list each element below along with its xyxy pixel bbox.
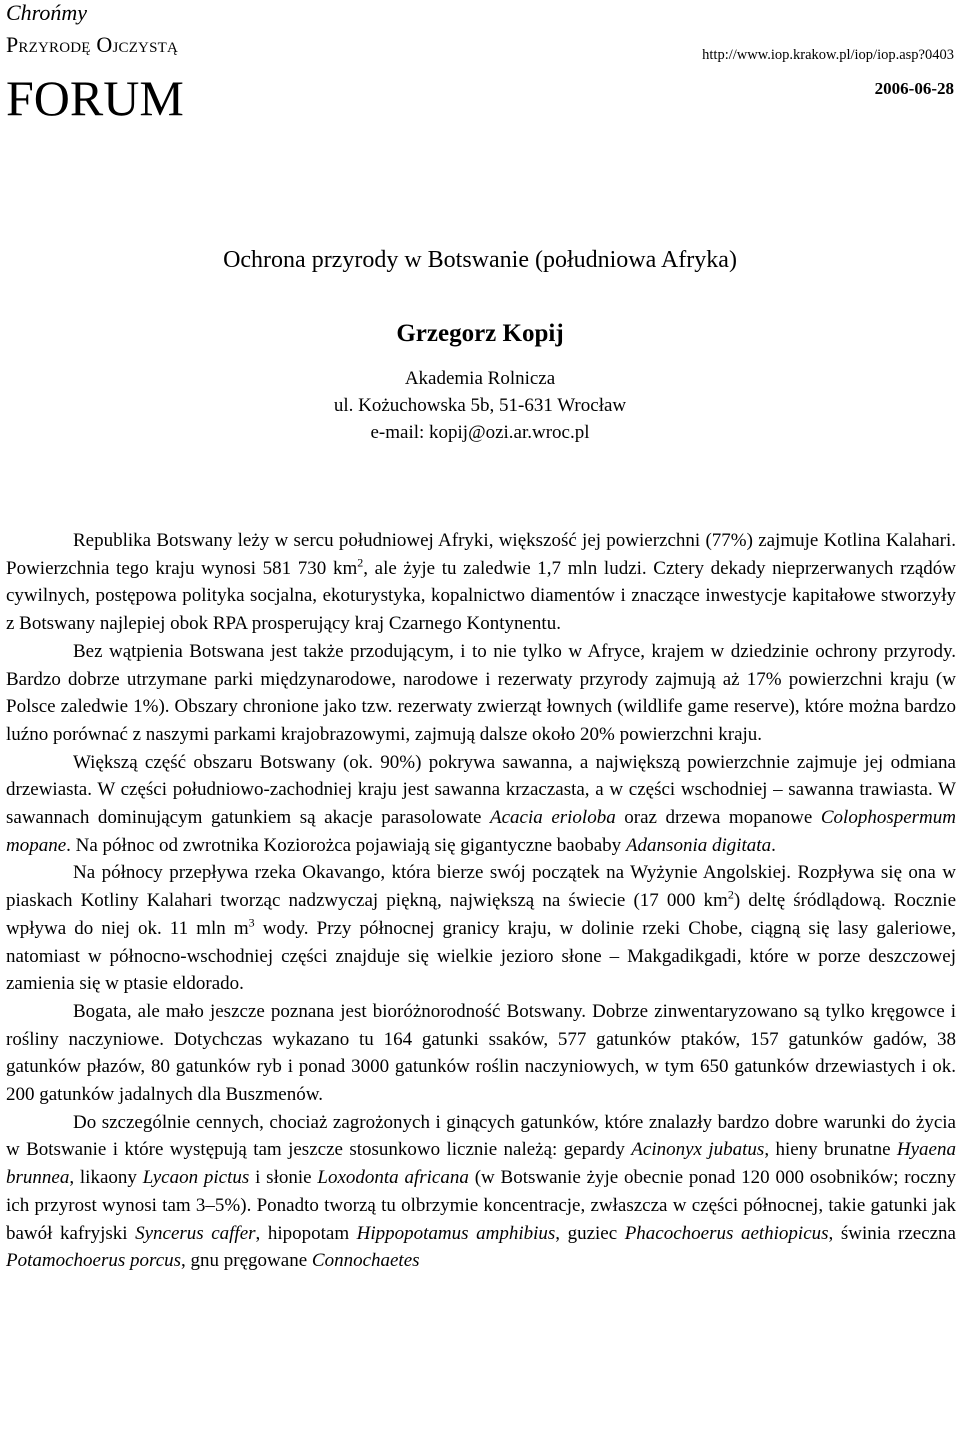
paragraph-6: Do szczególnie cennych, chociaż zagrożonych i ginących gatunków, które znalazły bardzo dobre warunki do życia w Botswanie i które występują tam jeszcze stosunkowo licznie należą: gepardy Acinonyx jubatus, hieny brunatne Hyaena brunnea, likaony Lycaon pictus i słonie Loxodonta africana (w Botswanie żyje obecnie ponad 120 000 osobników; roczny ich przyrost wynosi tam 3–5%). Ponadto tworzą tu olbrzymie koncentracje, zwłaszcza w części północnej, takie gatunki jak bawół kafryjski Syncerus caffer, hipopotam Hippopotamus amphibius, guziec Phacochoerus aethiopicus, świnia rzeczna Potamochoerus porcus, gnu pręgowane Connochaetes (6, 1111, 956, 1272)
affiliation-email: e-mail: kopij@ozi.ar.wroc.pl (370, 422, 590, 443)
source-url: http://www.iop.krakow.pl/iop/iop.asp?0403 (702, 47, 954, 63)
paragraph-5: Bogata, ale mało jeszcze poznana jest bioróżnorodność Botswany. Dobrze zinwentaryzowano są tylko kręgowce i rośliny naczyniowe. Dotychczas wykazano tu 164 gatunki ssaków, 577 gatunków ptaków, 157 gatunków gadów, 38 gatunków płazów, 80 gatunków ryb i ponad 3000 gatunków roślin naczyniowych, w tym 650 gatunków drzewiastych i ok. 200 gatunków jadalnych dla Buszmenów. (6, 1000, 956, 1106)
section-title: FORUM (6, 70, 184, 126)
series-title-top: Chrońmy (6, 0, 88, 25)
paragraph-2: Bez wątpienia Botswana jest także przodującym, i to nie tylko w Afryce, krajem w dziedzinie ochrony przyrody. Bardzo dobrze utrzymane parki międzynarodowe, narodowe i rezerwaty przyrody zajmują aż 17% powierzchni kraju (w Polsce zaledwie 1%). Obszary chronione jako tzw. rezerwaty zwierząt łownych (wildlife game reserve), które można bardzo luźno porównać z naszymi parkami krajobrazowymi, zajmują dalsze około 20% powierzchni kraju. (6, 640, 956, 745)
affiliation-address: ul. Kożuchowska 5b, 51-631 Wrocław (333, 395, 627, 416)
series-title-bottom: Przyrodę Ojczystą (6, 32, 179, 57)
affiliation-institution: Akademia Rolnicza (404, 368, 556, 389)
paragraph-1: Republika Botswany leży w sercu południowej Afryki, większość jej powierzchni (77%) zajmuje Kotlina Kalahari. Powierzchnia tego kraju wynosi 581 730 $km^2$, ale żyje tu zaledwie 1,7 mln ludzi. Cztery dekady nieprzerwanych rządów cywilnych, postępowa polityka socjalna, ekoturystyka, kopalnictwo diamentów i znaczące inwestycje kapitałowe stworzyły z Botswany najlepiej obok RPA prosperujący kraj Czarnego Kontynentu. (6, 530, 956, 635)
paragraph-4: Na północy przepływa rzeka Okavango, która bierze swój początek na Wyżynie Angolskiej. Rozpływa się ona w piaskach Kotliny Kalahari tworząc nadzwyczaj piękną, największą na świecie (17 000 $km^2$) deltę śródlądową. Rocznie wpływa do niej ok. 11 mln $m^3$ wody. Przy północnej granicy kraju, w dolinie rzeki Chobe, ciągną się lasy galeriowe, natomiast w północno-wschodniej części znajduje się wielkie jezioro słone – Makgadikgadi, które w porze deszczowej zamienia się w ptasie eldorado. (6, 862, 957, 995)
article-title: Ochrona przyrody w Botswanie (południowa Afryka) (223, 247, 737, 273)
paragraph-3: Większą część obszaru Botswany (ok. 90%) pokrywa sawanna, a największą powierzchnie zajmuje jej odmiana drzewiasta. W części południowo-zachodniej kraju jest sawanna krzaczasta, a w części wschodniej – sawanna trawiasta. W sawannach dominującym gatunkiem są akacje parasolowate Acacia erioloba oraz drzewa mopanowe Colophospermum mopane. Na północ od zwrotnika Koziorożca pojawiają się gigantyczne baobaby Adansonia digitata. (6, 751, 956, 856)
article-body (6, 527, 956, 1275)
author-name: Grzegorz Kopij (396, 320, 564, 347)
author-affiliation (0, 365, 960, 446)
publication-date: 2006-06-28 (874, 79, 954, 98)
